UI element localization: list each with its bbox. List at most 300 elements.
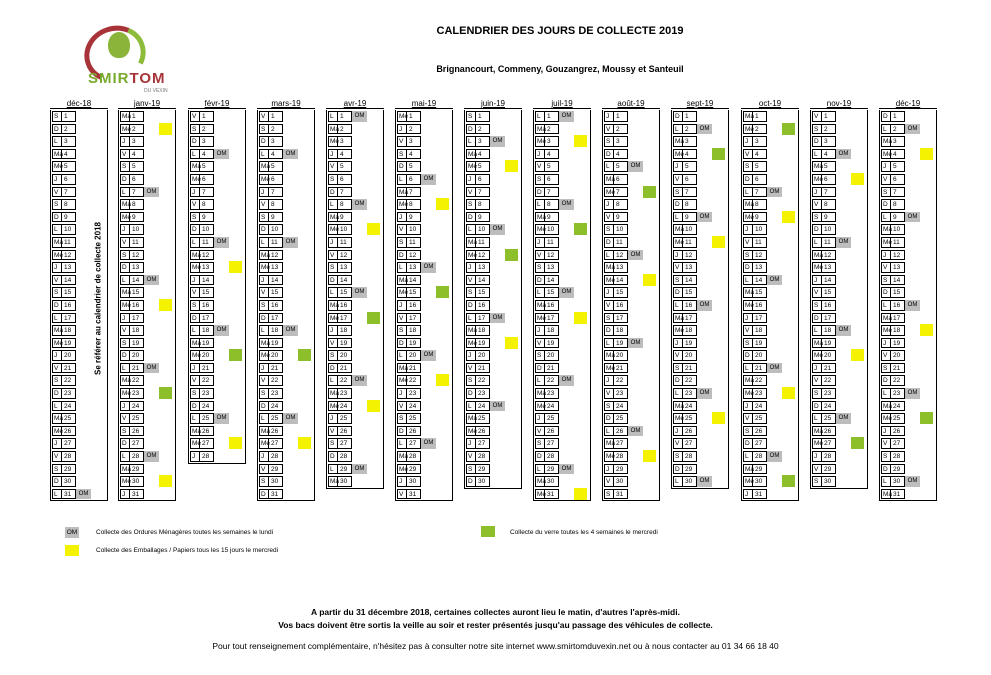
day-number: 20 xyxy=(753,350,767,361)
weekday: S xyxy=(397,413,407,424)
day-row xyxy=(119,173,175,186)
day-row xyxy=(672,123,728,136)
day-number: 25 xyxy=(338,413,352,424)
day-number: 14 xyxy=(683,275,697,286)
om-collection-tag: OM xyxy=(697,300,712,311)
om-collection-tag: OM xyxy=(767,275,782,286)
day-number: 26 xyxy=(62,426,76,437)
day-row xyxy=(51,425,107,438)
weekday: S xyxy=(120,338,130,349)
day-number: 1 xyxy=(200,111,214,122)
weekday: J xyxy=(812,275,822,286)
day-row xyxy=(189,274,245,287)
glass-collection-mark xyxy=(920,412,933,424)
day-number: 13 xyxy=(269,262,283,273)
day-row xyxy=(742,312,798,325)
weekday: J xyxy=(466,174,476,185)
month-header xyxy=(118,99,176,109)
weekday: D xyxy=(52,124,62,135)
weekday: S xyxy=(604,401,614,412)
day-number: 27 xyxy=(753,438,767,449)
day-row xyxy=(534,186,590,199)
day-row xyxy=(672,236,728,249)
weekday: Ma xyxy=(814,427,824,435)
day-number: 17 xyxy=(753,313,767,324)
weekday: S xyxy=(812,476,822,487)
weekday: Me xyxy=(468,163,478,171)
day-row xyxy=(880,110,936,123)
day-row xyxy=(742,299,798,312)
weekday: V xyxy=(743,149,753,160)
day-row xyxy=(396,148,452,161)
day-number: 9 xyxy=(822,212,836,223)
glass-collection-mark xyxy=(712,148,725,160)
weekday: S xyxy=(881,187,891,198)
day-row xyxy=(258,387,314,400)
day-row xyxy=(327,374,383,387)
weekday: J xyxy=(120,401,130,412)
day-number: 3 xyxy=(130,136,144,147)
day-row xyxy=(811,110,867,123)
weekday: Me xyxy=(122,125,132,133)
day-row xyxy=(742,412,798,425)
day-row xyxy=(189,186,245,199)
day-row xyxy=(672,135,728,148)
footer-line-2: Vos bacs doivent être sortis la veille au soir et rester présentés jusqu'au passage des véhicules de collecte. xyxy=(278,620,713,630)
day-row xyxy=(672,186,728,199)
day-row xyxy=(534,160,590,173)
day-row xyxy=(672,223,728,236)
weekday: Me xyxy=(814,264,824,272)
day-row xyxy=(258,236,314,249)
day-row xyxy=(465,437,521,450)
day-row xyxy=(742,463,798,476)
packaging-collection-mark xyxy=(436,374,449,386)
day-number: 5 xyxy=(62,161,76,172)
day-number: 23 xyxy=(130,388,144,399)
day-number: 12 xyxy=(891,250,905,261)
day-number: 22 xyxy=(338,375,352,386)
day-row xyxy=(603,186,659,199)
weekday: S xyxy=(673,451,683,462)
day-number: 11 xyxy=(62,237,76,248)
weekday: L xyxy=(604,250,614,261)
packaging-collection-mark xyxy=(436,198,449,210)
day-number: 3 xyxy=(614,136,628,147)
day-row xyxy=(811,362,867,375)
day-number: 12 xyxy=(200,250,214,261)
day-number: 26 xyxy=(338,426,352,437)
day-number: 1 xyxy=(822,111,836,122)
day-row xyxy=(603,412,659,425)
month-header xyxy=(879,99,937,109)
day-number: 4 xyxy=(822,149,836,160)
weekday: L xyxy=(259,325,269,336)
day-number: 9 xyxy=(200,212,214,223)
month-days xyxy=(741,110,799,501)
day-row xyxy=(465,173,521,186)
month-name: janv-19 xyxy=(133,99,161,108)
weekday: D xyxy=(397,250,407,261)
day-number: 27 xyxy=(545,438,559,449)
weekday: D xyxy=(673,464,683,475)
packaging-collection-mark xyxy=(574,312,587,324)
day-row xyxy=(327,425,383,438)
day-number: 18 xyxy=(130,325,144,336)
day-number: 8 xyxy=(130,199,144,210)
weekday: D xyxy=(190,401,200,412)
weekday: S xyxy=(397,237,407,248)
day-number: 27 xyxy=(130,438,144,449)
month-column xyxy=(257,99,315,501)
weekday: L xyxy=(812,149,822,160)
weekday: V xyxy=(397,313,407,324)
weekday: Me xyxy=(745,390,755,398)
day-number: 4 xyxy=(614,149,628,160)
day-number: 16 xyxy=(753,300,767,311)
day-number: 8 xyxy=(753,199,767,210)
weekday: Me xyxy=(330,138,340,146)
day-row xyxy=(396,324,452,337)
weekday: Ma xyxy=(606,352,616,360)
day-number: 25 xyxy=(614,413,628,424)
day-row xyxy=(327,261,383,274)
weekday: J xyxy=(328,237,338,248)
weekday: S xyxy=(604,224,614,235)
day-row xyxy=(258,160,314,173)
weekday: Me xyxy=(675,150,685,158)
day-number: 21 xyxy=(269,363,283,374)
weekday: Ma xyxy=(745,201,755,209)
day-number: 13 xyxy=(683,262,697,273)
weekday: D xyxy=(259,489,269,500)
weekday: S xyxy=(881,363,891,374)
day-number: 8 xyxy=(200,199,214,210)
legend-green-box xyxy=(481,526,495,537)
day-number: 16 xyxy=(407,300,421,311)
day-row xyxy=(603,488,659,501)
day-row xyxy=(396,463,452,476)
day-number: 26 xyxy=(130,426,144,437)
packaging-collection-mark xyxy=(229,437,242,449)
weekday: L xyxy=(466,313,476,324)
day-row xyxy=(51,463,107,476)
day-row xyxy=(119,110,175,123)
weekday: V xyxy=(604,212,614,223)
weekday: Ma xyxy=(675,314,685,322)
day-row xyxy=(465,186,521,199)
day-row xyxy=(189,123,245,136)
day-row xyxy=(742,362,798,375)
day-row xyxy=(742,400,798,413)
weekday: V xyxy=(743,413,753,424)
day-number: 2 xyxy=(62,124,76,135)
day-row xyxy=(396,173,452,186)
weekday: V xyxy=(881,438,891,449)
glass-collection-mark xyxy=(229,349,242,361)
packaging-collection-mark xyxy=(159,475,172,487)
day-row xyxy=(189,362,245,375)
weekday: Ma xyxy=(745,377,755,385)
om-collection-tag: OM xyxy=(559,287,574,298)
day-row xyxy=(258,186,314,199)
om-collection-tag: OM xyxy=(352,464,367,475)
day-number: 28 xyxy=(476,451,490,462)
packaging-collection-mark xyxy=(851,173,864,185)
day-number: 24 xyxy=(545,401,559,412)
weekday: Ma xyxy=(468,327,478,335)
day-row xyxy=(880,488,936,501)
day-number: 14 xyxy=(269,275,283,286)
day-row xyxy=(189,148,245,161)
day-number: 1 xyxy=(407,111,421,122)
day-row xyxy=(811,337,867,350)
day-row xyxy=(534,437,590,450)
weekday: V xyxy=(52,187,62,198)
day-row xyxy=(603,173,659,186)
day-number: 12 xyxy=(683,250,697,261)
weekday: Ma xyxy=(54,327,64,335)
day-row xyxy=(119,223,175,236)
day-row xyxy=(603,437,659,450)
weekday: D xyxy=(328,363,338,374)
weekday: D xyxy=(743,174,753,185)
weekday: S xyxy=(190,124,200,135)
day-number: 10 xyxy=(822,224,836,235)
om-collection-tag: OM xyxy=(352,199,367,210)
day-number: 28 xyxy=(130,451,144,462)
day-row xyxy=(672,211,728,224)
weekday: D xyxy=(466,388,476,399)
month-name: nov-19 xyxy=(826,99,852,108)
day-number: 17 xyxy=(476,313,490,324)
day-row xyxy=(534,463,590,476)
om-collection-tag: OM xyxy=(214,325,229,336)
day-row xyxy=(742,425,798,438)
day-row xyxy=(327,412,383,425)
day-number: 28 xyxy=(753,451,767,462)
day-row xyxy=(534,412,590,425)
month-days xyxy=(326,110,384,489)
weekday: D xyxy=(673,375,683,386)
day-row xyxy=(189,412,245,425)
day-row xyxy=(811,374,867,387)
weekday: Ma xyxy=(192,251,202,259)
weekday: D xyxy=(120,438,130,449)
om-collection-tag: OM xyxy=(628,338,643,349)
weekday: J xyxy=(881,426,891,437)
day-number: 5 xyxy=(269,161,283,172)
day-number: 25 xyxy=(891,413,905,424)
month-name: déc-19 xyxy=(895,99,921,108)
day-row xyxy=(119,236,175,249)
weekday: D xyxy=(812,313,822,324)
day-row xyxy=(811,173,867,186)
day-number: 10 xyxy=(476,224,490,235)
weekday: S xyxy=(328,350,338,361)
day-number: 10 xyxy=(200,224,214,235)
day-row xyxy=(603,274,659,287)
weekday: D xyxy=(812,224,822,235)
weekday: Ma xyxy=(883,490,893,498)
day-number: 22 xyxy=(753,375,767,386)
month-column xyxy=(879,99,937,501)
weekday: Me xyxy=(192,264,202,272)
footer-line-1: A partir du 31 décembre 2018, certaines collectes auront lieu le matin, d'autres l'après-midi. xyxy=(311,607,680,617)
day-row xyxy=(189,286,245,299)
om-collection-tag: OM xyxy=(697,476,712,487)
packaging-collection-mark xyxy=(574,135,587,147)
month-header xyxy=(326,99,384,109)
packaging-collection-mark xyxy=(367,400,380,412)
day-number: 7 xyxy=(545,187,559,198)
day-number: 19 xyxy=(753,338,767,349)
day-number: 24 xyxy=(753,401,767,412)
weekday: D xyxy=(466,300,476,311)
day-number: 15 xyxy=(338,287,352,298)
day-number: 7 xyxy=(614,187,628,198)
day-number: 4 xyxy=(683,149,697,160)
weekday: D xyxy=(397,338,407,349)
weekday: L xyxy=(812,237,822,248)
day-number: 12 xyxy=(753,250,767,261)
weekday: L xyxy=(52,136,62,147)
day-row xyxy=(396,400,452,413)
day-row xyxy=(811,450,867,463)
weekday: Ma xyxy=(192,427,202,435)
day-number: 4 xyxy=(545,149,559,160)
day-number: 7 xyxy=(891,187,905,198)
day-number: 31 xyxy=(62,489,76,500)
weekday: J xyxy=(466,262,476,273)
weekday: D xyxy=(812,401,822,412)
day-number: 16 xyxy=(614,300,628,311)
day-number: 13 xyxy=(62,262,76,273)
day-row xyxy=(603,450,659,463)
weekday: S xyxy=(673,275,683,286)
day-row xyxy=(258,450,314,463)
day-row xyxy=(742,488,798,501)
day-number: 26 xyxy=(822,426,836,437)
day-number: 29 xyxy=(476,464,490,475)
day-number: 3 xyxy=(62,136,76,147)
om-collection-tag: OM xyxy=(144,363,159,374)
day-number: 3 xyxy=(753,136,767,147)
day-row xyxy=(672,312,728,325)
day-number: 20 xyxy=(614,350,628,361)
day-row xyxy=(880,274,936,287)
day-number: 20 xyxy=(130,350,144,361)
day-number: 1 xyxy=(130,111,144,122)
day-row xyxy=(327,198,383,211)
weekday: S xyxy=(120,426,130,437)
weekday: V xyxy=(328,426,338,437)
month-column xyxy=(810,99,868,489)
day-row xyxy=(396,337,452,350)
om-collection-tag: OM xyxy=(421,174,436,185)
om-collection-tag: OM xyxy=(421,350,436,361)
day-row xyxy=(880,362,936,375)
day-row xyxy=(119,249,175,262)
weekday: D xyxy=(535,451,545,462)
day-row xyxy=(327,249,383,262)
weekday: L xyxy=(259,413,269,424)
glass-collection-mark xyxy=(436,286,449,298)
day-number: 23 xyxy=(545,388,559,399)
weekday: D xyxy=(881,111,891,122)
day-row xyxy=(603,286,659,299)
weekday: Ma xyxy=(330,390,340,398)
day-row xyxy=(880,173,936,186)
day-row xyxy=(189,437,245,450)
day-number: 11 xyxy=(407,237,421,248)
day-row xyxy=(672,362,728,375)
day-row xyxy=(603,160,659,173)
day-row xyxy=(603,463,659,476)
day-row xyxy=(603,236,659,249)
weekday: L xyxy=(120,451,130,462)
day-number: 28 xyxy=(683,451,697,462)
weekday: Me xyxy=(122,213,132,221)
weekday: D xyxy=(120,350,130,361)
day-row xyxy=(258,488,314,501)
weekday: Me xyxy=(399,465,409,473)
weekday: L xyxy=(673,124,683,135)
day-number: 11 xyxy=(476,237,490,248)
day-number: 27 xyxy=(269,438,283,449)
day-number: 31 xyxy=(614,489,628,500)
day-number: 5 xyxy=(407,161,421,172)
weekday: J xyxy=(812,187,822,198)
day-number: 16 xyxy=(476,300,490,311)
weekday: Ma xyxy=(54,238,64,246)
weekday: D xyxy=(466,124,476,135)
day-row xyxy=(119,123,175,136)
side-note: Se référer au calendrier de collecte 2018 xyxy=(93,222,103,375)
day-number: 17 xyxy=(822,313,836,324)
weekday: Me xyxy=(122,478,132,486)
weekday: V xyxy=(812,199,822,210)
day-row xyxy=(742,236,798,249)
day-number: 27 xyxy=(62,438,76,449)
day-number: 9 xyxy=(545,212,559,223)
day-number: 17 xyxy=(407,313,421,324)
day-number: 28 xyxy=(338,451,352,462)
day-number: 11 xyxy=(200,237,214,248)
day-row xyxy=(258,148,314,161)
day-row xyxy=(603,475,659,488)
day-row xyxy=(465,349,521,362)
weekday: J xyxy=(259,187,269,198)
weekday: Me xyxy=(814,175,824,183)
weekday: L xyxy=(673,388,683,399)
om-collection-tag: OM xyxy=(697,124,712,135)
glass-collection-mark xyxy=(851,437,864,449)
day-row xyxy=(534,236,590,249)
day-row xyxy=(742,198,798,211)
day-number: 15 xyxy=(200,287,214,298)
day-number: 29 xyxy=(269,464,283,475)
day-row xyxy=(880,412,936,425)
om-collection-tag: OM xyxy=(352,287,367,298)
day-row xyxy=(534,312,590,325)
om-collection-tag: OM xyxy=(559,111,574,122)
day-number: 13 xyxy=(200,262,214,273)
om-collection-tag: OM xyxy=(283,413,298,424)
day-row xyxy=(880,148,936,161)
weekday: V xyxy=(812,111,822,122)
weekday: Ma xyxy=(261,251,271,259)
